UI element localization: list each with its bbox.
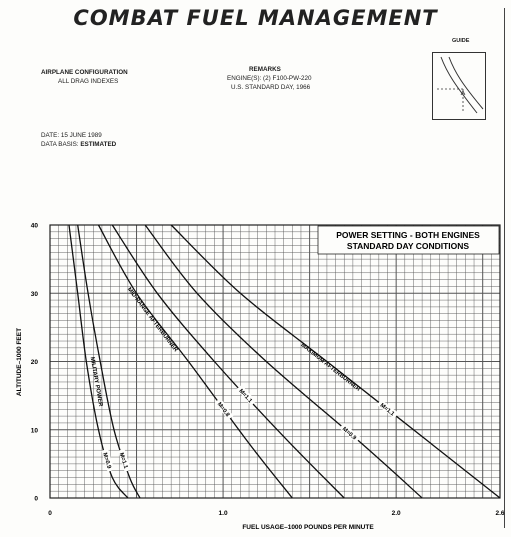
data-basis-value: ESTIMATED bbox=[80, 141, 117, 148]
y-tick-label: 0 bbox=[34, 495, 38, 503]
series-label: M=0.8 bbox=[215, 401, 231, 419]
group-label: MAXIMUM AFTERBURNER bbox=[299, 342, 362, 393]
series-label: M=0.9 bbox=[340, 426, 358, 442]
x-tick-label: 0 bbox=[48, 510, 52, 517]
guide-label: GUIDE bbox=[452, 38, 470, 44]
series-label: M=1.1 bbox=[237, 388, 253, 405]
remarks-standard-day: U.S. STANDARD DAY, 1966 bbox=[231, 84, 311, 91]
x-tick-label: 2.6 bbox=[495, 510, 505, 517]
y-tick-label: 40 bbox=[30, 222, 38, 230]
page-title: COMBAT FUEL MANAGEMENT bbox=[73, 6, 438, 30]
chart-title: POWER SETTING - BOTH ENGINES bbox=[336, 230, 480, 240]
x-tick-label: 1.0 bbox=[218, 510, 228, 517]
chart-subtitle: STANDARD DAY CONDITIONS bbox=[346, 241, 470, 251]
y-tick-label: 10 bbox=[30, 427, 38, 435]
data-basis-label: DATA BASIS: bbox=[41, 141, 79, 148]
remarks-heading: REMARKS bbox=[249, 66, 281, 73]
chart-curve-labels bbox=[89, 287, 399, 472]
x-tick-label: 2.0 bbox=[391, 510, 401, 517]
group-label: MID-RANGE AFTERBURNER bbox=[125, 286, 179, 354]
date-label: DATE: bbox=[41, 132, 60, 139]
series-label: M=1.1 bbox=[117, 452, 129, 470]
y-tick-label: 20 bbox=[30, 359, 38, 366]
series-label: M=1.1 bbox=[378, 402, 396, 418]
date-value: 15 JUNE 1989 bbox=[60, 132, 102, 139]
config-heading: AIRPLANE CONFIGURATION bbox=[41, 69, 128, 76]
series-label: M=0.9 bbox=[101, 452, 112, 470]
config-value: ALL DRAG INDEXES bbox=[58, 78, 119, 85]
chart-grid bbox=[50, 225, 500, 498]
x-axis-title: FUEL USAGE–1000 POUNDS PER MINUTE bbox=[242, 524, 374, 531]
y-tick-label: 30 bbox=[30, 290, 38, 298]
remarks-engines: ENGINE(S): (2) F100-PW-220 bbox=[227, 75, 312, 82]
y-axis-title: ALTITUDE–1000 FEET bbox=[16, 327, 23, 397]
group-label: MILITARY POWER bbox=[88, 356, 104, 408]
